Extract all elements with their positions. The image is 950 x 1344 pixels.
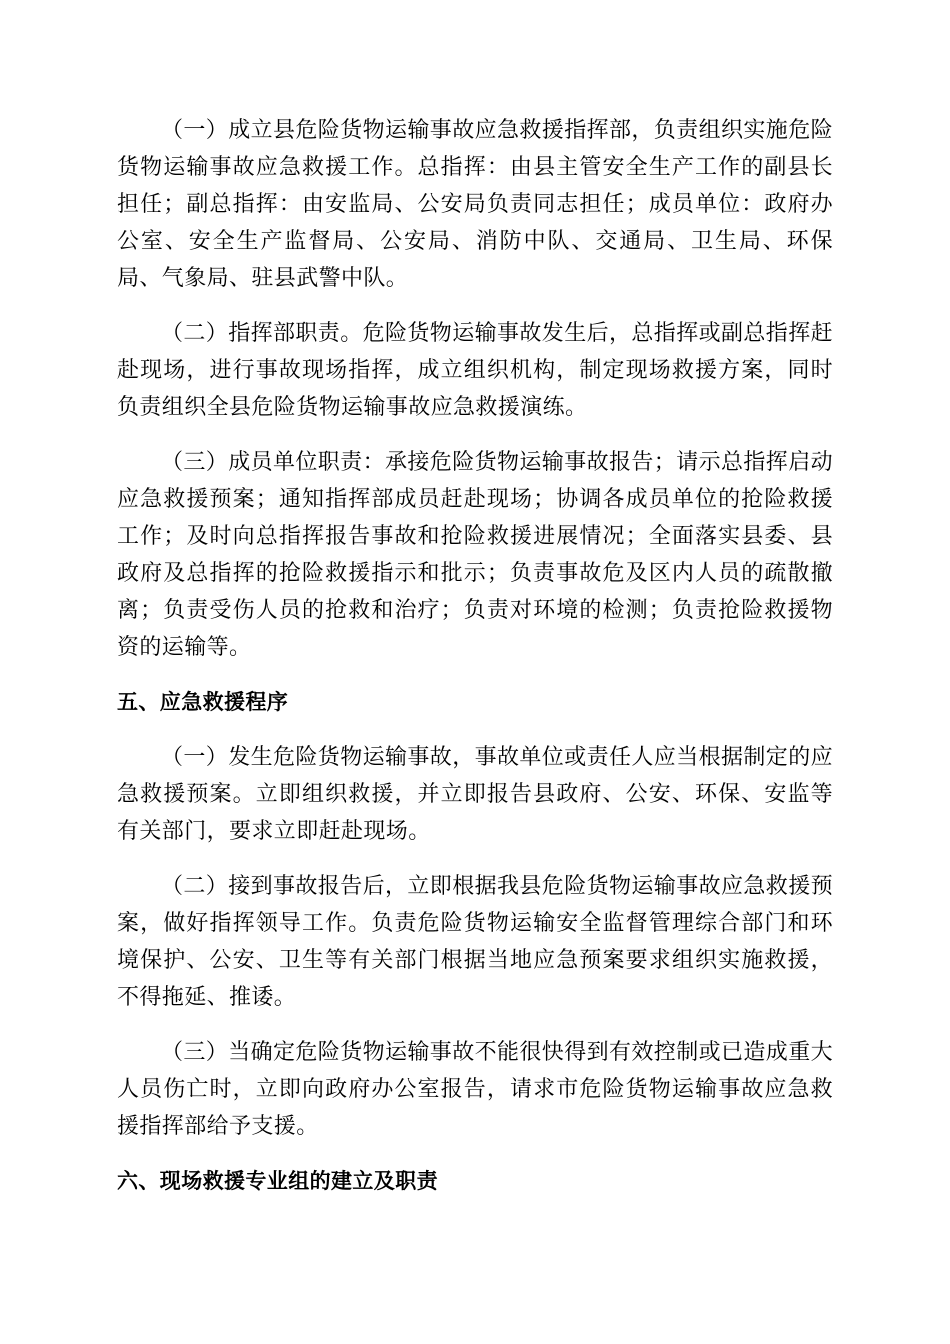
paragraph-procedure-1: （一）发生危险货物运输事故，事故单位或责任人应当根据制定的应急救援预案。立即组织救援，并立即报告县政府、公安、环保、安监等有关部门，要求立即赶赴现场。 (117, 745, 834, 844)
paragraph-procedure-3: （三）当确定危险货物运输事故不能很快得到有效控制或已造成重大人员伤亡时，立即向政府办公室报告，请求市危险货物运输事故应急救援指挥部给予支援。 (117, 1040, 834, 1139)
section-heading-rescue-procedure: 五、应急救援程序 (117, 690, 289, 714)
paragraph-procedure-2: （二）接到事故报告后，立即根据我县危险货物运输事故应急救援预案，做好指挥领导工作。负责危险货物运输安全监督管理综合部门和环境保护、公安、卫生等有关部门根据当地应急预案要求组织实施救援，不得拖延、推诿。 (117, 874, 834, 1010)
paragraph-command-setup: （一）成立县危险货物运输事故应急救援指挥部，负责组织实施危险货物运输事故应急救援工作。总指挥：由县主管安全生产工作的副县长担任；副总指挥：由安监局、公安局负责同志担任；成员单位：政府办公室、安全生产监督局、公安局、消防中队、交通局、卫生局、环保局、气象局、驻县武警中队。 (117, 118, 834, 291)
section-heading-field-teams: 六、现场救援专业组的建立及职责 (117, 1169, 438, 1193)
paragraph-member-duties: （三）成员单位职责：承接危险货物运输事故报告；请示总指挥启动应急救援预案；通知指挥部成员赶赴现场；协调各成员单位的抢险救援工作；及时向总指挥报告事故和抢险救援进展情况；全面落实县委、县政府及总指挥的抢险救援指示和批示；负责事故危及区内人员的疏散撤离；负责受伤人员的抢救和治疗；负责对环境的检测；负责抢险救援物资的运输等。 (117, 450, 834, 660)
paragraph-command-duties: （二）指挥部职责。危险货物运输事故发生后，总指挥或副总指挥赶赴现场，进行事故现场指挥，成立组织机构，制定现场救援方案，同时负责组织全县危险货物运输事故应急救援演练。 (117, 321, 834, 420)
document-body (117, 112, 833, 1218)
